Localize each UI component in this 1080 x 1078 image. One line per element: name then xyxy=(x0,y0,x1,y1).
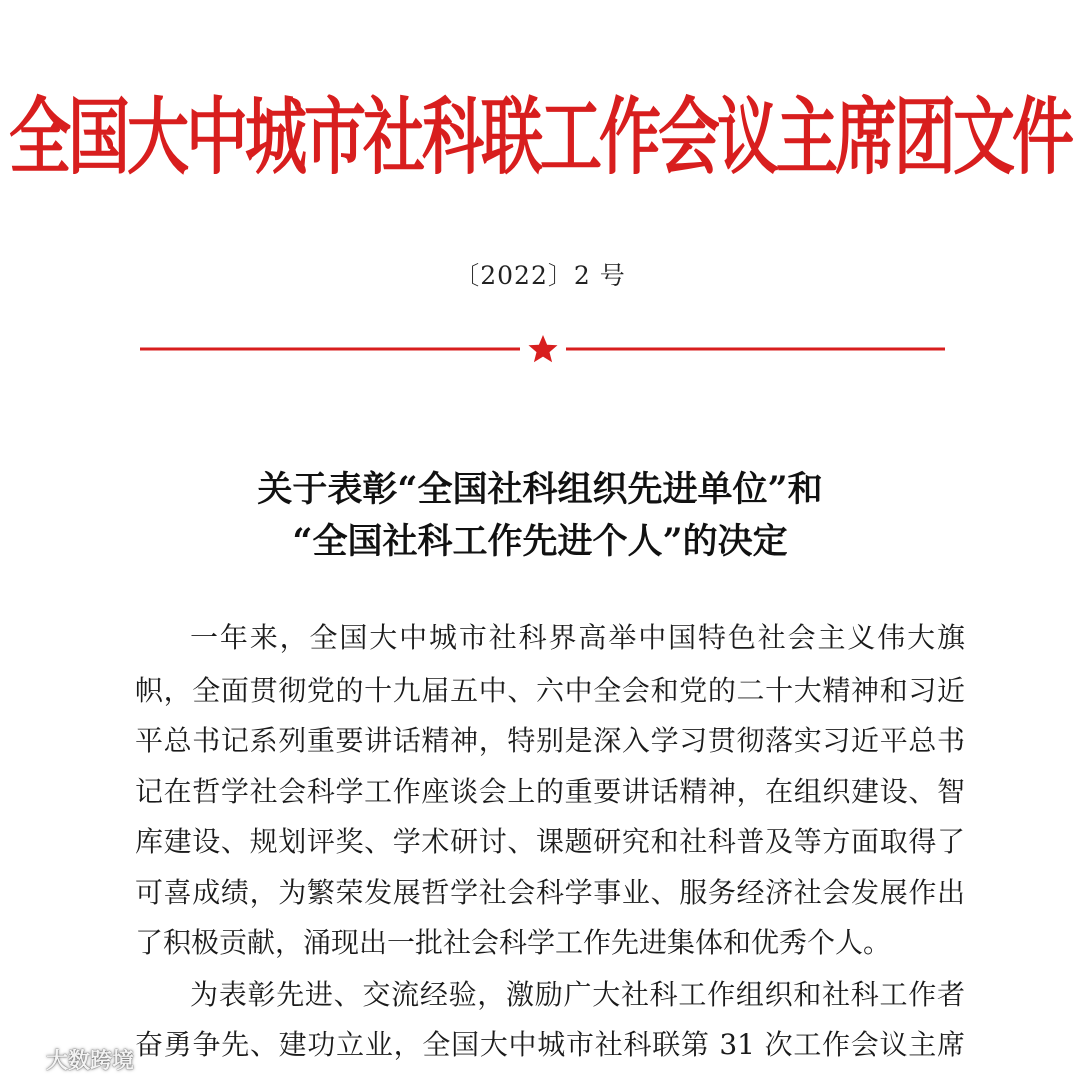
body-line-9: 奋勇争先、建功立业，全国大中城市社科联第 31 次工作会议主席 xyxy=(135,1028,965,1061)
decision-title-line-2: “全国社科工作先进个人”的决定 xyxy=(292,521,788,562)
body-line-1: 一年来，全国大中城市社科界高举中国特色社会主义伟大旗 xyxy=(190,621,965,654)
weibo-logo-icon xyxy=(10,1048,40,1072)
decision-title-line-1: 关于表彰“全国社科组织先进单位”和 xyxy=(257,469,823,510)
body-line-4: 记在哲学社会科学工作座谈会上的重要讲话精神，在组织建设、智 xyxy=(135,775,965,808)
watermark-text: 大数跨境 xyxy=(46,1049,135,1074)
body-line-2: 帜，全面贯彻党的十九届五中、六中全会和党的二十大精神和习近 xyxy=(135,674,965,707)
document-number: 〔2022〕2 号 xyxy=(454,261,626,290)
body-line-7: 了积极贡献，涌现出一批社会科学工作先进集体和优秀个人。 xyxy=(135,926,892,959)
document-header-title: 全国大中城市社科联工作会议主席团文件 xyxy=(8,87,1071,187)
body-line-8: 为表彰先进、交流经验，激励广大社科工作组织和社科工作者 xyxy=(190,978,965,1011)
body-line-3: 平总书记系列重要讲话精神，特别是深入学习贯彻落实习近平总书 xyxy=(135,724,965,757)
red-divider xyxy=(0,332,1080,366)
star-icon xyxy=(529,335,558,362)
body-line-6: 可喜成绩，为繁荣发展哲学社会科学事业、服务经济社会发展作出 xyxy=(135,876,965,909)
watermark xyxy=(10,1044,134,1075)
body-line-5: 库建设、规划评奖、学术研讨、课题研究和社科普及等方面取得了 xyxy=(135,825,965,858)
